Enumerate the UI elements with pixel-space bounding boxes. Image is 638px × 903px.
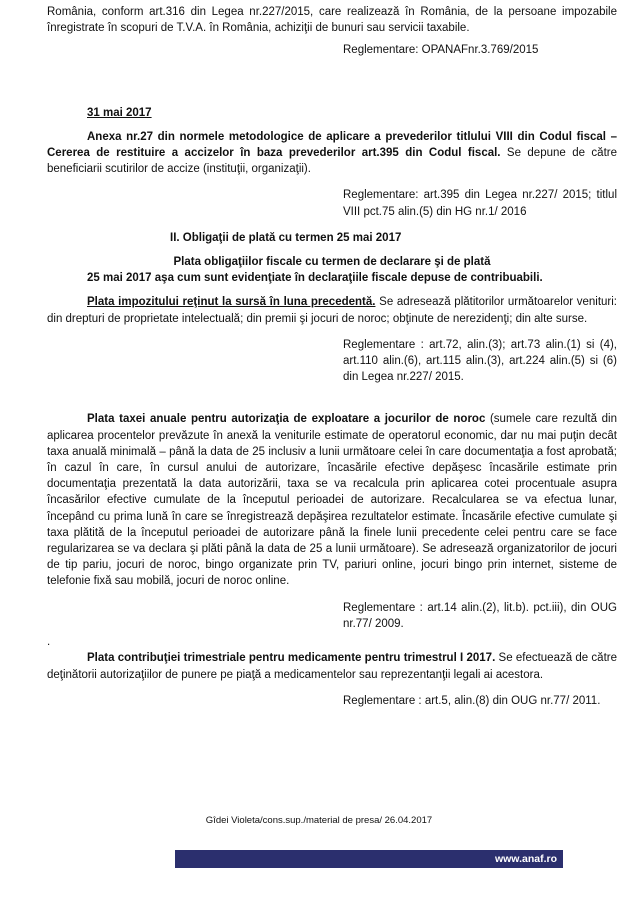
contrib-bold: Plata contribuţiei trimestriale pentru medicamente pentru trimestrul I 2017. — [87, 652, 496, 665]
paragraph-vat: România, conform art.316 din Legea nr.227/2015, care realizează în România, de la persoane impozabile înregistrate în scopuri de T.V.A. în România, achiziţii de bunuri sau servicii taxabile. — [47, 6, 617, 35]
subsection-title-1: Plata obligaţiilor fiscale cu termen de declarare şi de plată — [173, 256, 491, 269]
regulation-art5: Reglementare : art.5, alin.(8) din OUG nr.77/ 2011. — [343, 694, 601, 707]
section-title: II. Obligaţii de plată cu termen 25 mai 2017 — [170, 231, 402, 244]
document-page — [47, 4, 617, 709]
anexa-rest: Se depune de către beneficiarii scutirilor de accize (instituţii, organizaţii). — [47, 147, 617, 176]
regulation-opanaf: Reglementare: OPANAFnr.3.769/2015 — [343, 44, 539, 57]
footer-url-link[interactable]: www.anaf.ro — [494, 853, 557, 865]
impozit-rest: Se adresează plătitorilor următoarelor venituri: din drepturi de proprietate intelectuală; din premii şi jocuri de noroc; obţinute de nerezidenţi; din alte surse. — [47, 296, 617, 325]
taxa-bold: Plata taxei anuale pentru autorizaţia de exploatare a jocurilor de noroc — [87, 413, 486, 426]
date-heading: 31 mai 2017 — [87, 106, 152, 119]
regulation-art395: Reglementare: art.395 din Legea nr.227/ 2015; titlul VIII pct.75 alin.(5) din HG nr.1/ 2016 — [343, 189, 617, 218]
paragraph-anexa — [47, 129, 617, 178]
paragraph-contrib — [47, 650, 617, 682]
impozit-bold: Plata impozitului reţinut la sursă în luna precedentă. — [87, 296, 376, 309]
regulation-art72: Reglementare : art.72, alin.(3); art.73 alin.(1) si (4), art.110 alin.(6), art.115 alin.(3), art.224 alin.(5) si (6) din Legea nr.227/ 2015. — [343, 338, 617, 384]
regulation-art14: Reglementare : art.14 alin.(2), lit.b). pct.iii), din OUG nr.77/ 2009. — [343, 601, 617, 630]
footer-author-note: Gîdei Violeta/cons.sup./material de presa/ 26.04.2017 — [205, 815, 433, 826]
stray-dot: . — [47, 636, 51, 649]
paragraph-impozit — [47, 294, 617, 326]
subsection-title-2: 25 mai 2017 aşa cum sunt evidenţiate în declaraţiile fiscale depuse de contribuabili. — [87, 272, 543, 285]
paragraph-taxa — [47, 411, 617, 589]
footer-bar — [175, 850, 563, 868]
taxa-rest: (sumele care rezultă din aplicarea procentelor prevăzute în anexă la veniturile estimate de operatorul economic, dar nu mai puţin decât taxa anuală minimală – până la data de 25 inclusiv a lunii următoare celei în care documentaţia a fost aprobată; în cazul în care, în cursul anului de autorizare, încasările efective depăşesc încasările estimate prin documentaţia prezentată la data autorizării, taxa se va recalcula prin aplicarea cotei procentuale asupra încasărilor efective cumulate de la începutul perioadei de autorizare. Recalcularea se va efectua lunar, începând cu prima lună în care se înregistrează depăşirea rezultatelor estimate. Încasările efective cumulate şi taxa plătită de la începutul perioadei de autorizare până la finele lunii precedente celei pentru care se face regularizarea se va declara şi plăti până la data de 25 a lunii următoare). Se adresează organizatorilor de jocuri de tip pariu, jocuri de noroc, bingo organizate prin TV, pariuri online, jocuri bingo prin internet, sisteme de telefonie fixă sau mobilă, jocuri de noroc online. — [47, 413, 617, 588]
contrib-rest: Se efectuează de către deţinătorii autorizaţiilor de punere pe piaţă a medicamentelor sau reprezentanţii legali ai acestora. — [47, 652, 617, 681]
anexa-bold: Anexa nr.27 din normele metodologice de aplicare a prevederilor titlului VIII din Codul fiscal – Cererea de restituire a accizelor în baza prevederilor art.395 din Codul fiscal. — [47, 130, 617, 160]
